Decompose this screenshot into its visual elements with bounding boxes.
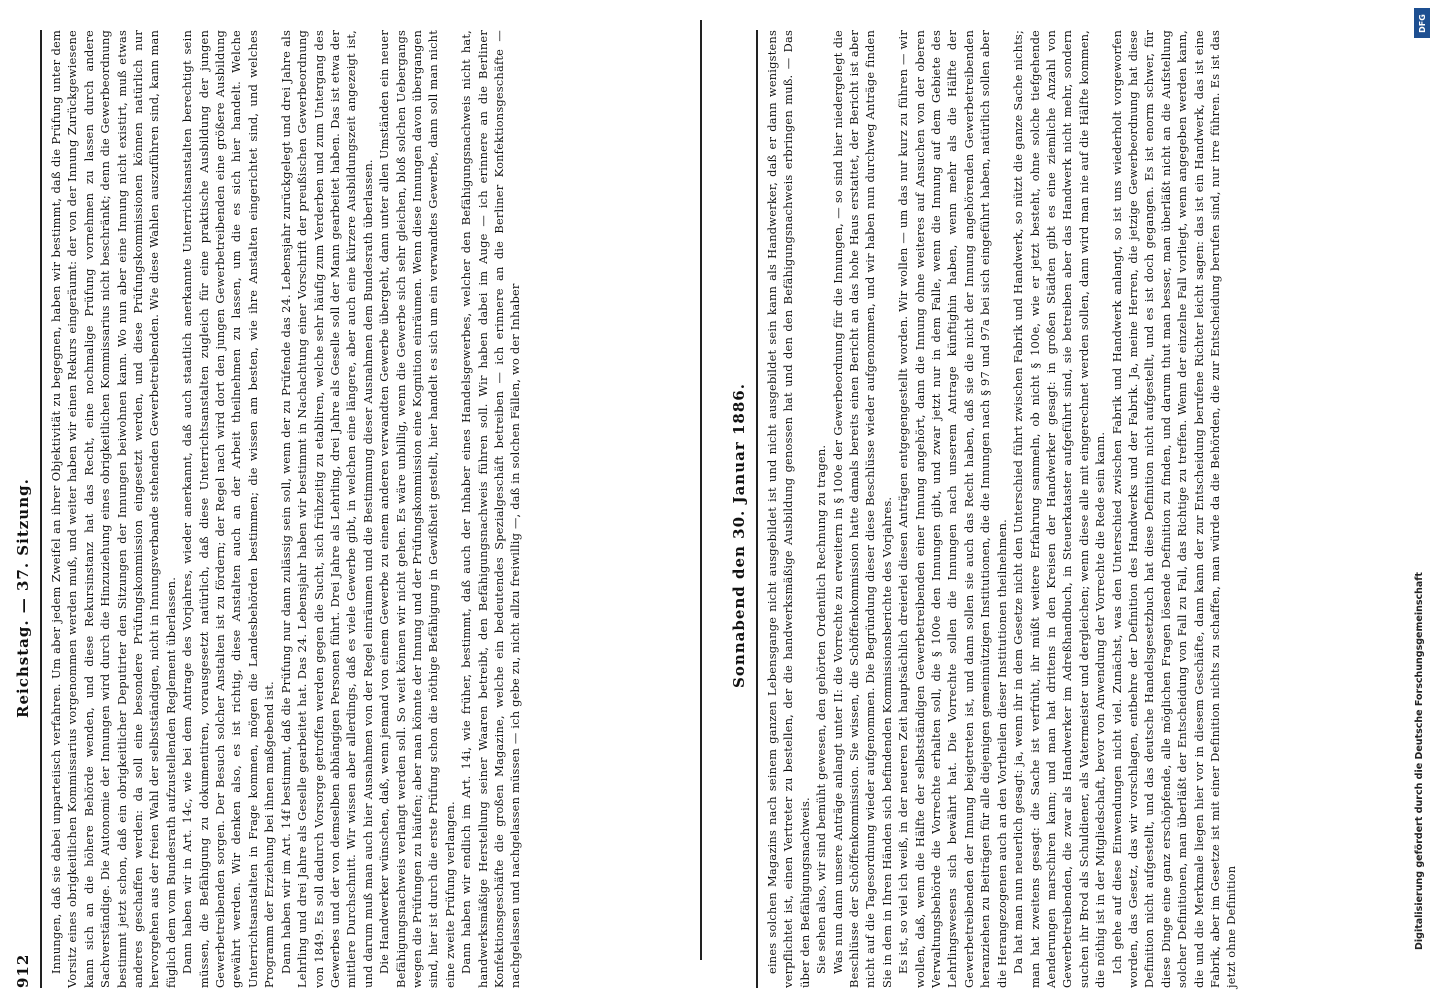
paragraph: Dann haben wir endlich im Art. 14i, wie früher, bestimmt, daß auch der Inhaber eines Handelsgewerbes, welcher den Befähigungsnachweis nicht hat, handwerksmäßige Herstellung seiner Waaren betreibt, den Befähigungsnachweis führen soll. Wir haben dabei im Auge — ich erinnere an die Berliner Konfektionsgeschäfte die großen Magazine, welche ein bedeutendes Spezialgeschäft betreiben — ich erinnere an die Berliner Konfektionsgeschäfte — nachgelassen und nachgelassen müssen — ich gebe zu, nicht allzu freiwillig —, daß in solchen Fällen, wo der Inhaber: [459, 30, 523, 988]
dfg-logo-icon: [1414, 8, 1430, 38]
paragraph: Dann haben wir in Art. 14c, wie bei dem Antrage des Vorjahres, wieder anerkannt, daß auch staatlich anerkannte Unterrichtsanstalten berechtigt sein müssen, die Befähigung zu dokumentiren, vorausgesetzt natürlich, daß diese Unterrichtsanstalten zugleich für eine praktische Ausbildung der jungen Gewerbetreibenden sorgen. Der Besuch solcher Anstalten ist zu fördern; der Regel nach wird dort den jungen Gewerbetreibenden eine größere Ausbildung gewährt werden. Wir denken also, es ist richtig, diese Anstalten auch an der Arbeit theilnehmen zu lassen, um die es sich hier handelt. Welche Unterrichtsanstalten in Frage kommen, mögen die Landesbehörden bestimmen; die wissen am besten, wie ihre Anstalten eingerichtet sind, und welches Programm der Erziehung bei ihnen maßgebend ist.: [180, 30, 277, 988]
paragraph: Innungen, daß sie dabei unparteiisch verfahren. Um aber jedem Zweifel an ihrer Objektivität zu begegnen, haben wir bestimmt, daß die Prüfung unter dem Vorsitz eines obrigkeitlichen Kommissarius vorgenommen werden muß, und weiter haben wir einen Rekurs eingeräumt: der von der Innung Zurückgewiesene kann sich an die höhere Behörde wenden, und diese Rekursinstanz hat das Recht, eine nochmalige Prüfung vornehmen zu lassen durch andere Sachverständige. Die Autonomie der Innungen wird durch die Hinzuziehung eines obrigkeitlichen Kommissarius nicht beschränkt; denn die Gewerbeordnung bestimmt jetzt schon, daß ein obrigkeitlicher Deputirter den Sitzungen der Innungen beiwohnen kann. Wo nun aber eine Innung nicht existirt, muß etwas anderes geschaffen werden: da soll eine besondere Prüfungskommission eingesetzt werden, und diese Prüfungskommissionen können natürlich nur hervorgehen aus der freien Wahl der selbstständigen, nicht in Innungsverbande stehenden Gewerbetreibenden. Wie diese Wahlen auszuführen sind, kann man füglich dem vom Bundesrath aufzustellenden Reglement überlassen.: [49, 30, 178, 988]
paragraph: Da hat man nun neuerlich gesagt: ja, wenn ihr in dem Gesetze nicht den Unterschied führt zwischen Fabrik und Handwerk, so nützt die ganze Sache nichts; man hat zweitens gesagt: die Sache ist verfrüht, ihr müßt weitere Erfahrung sammeln, ob nicht § 100e, wie er jetzt besteht, ohne solche tiefgehende Aenderungen marschiren kann; und man hat drittens in den Kreisen der Handwerker gesagt: in großen Städten gibt es eine ziemliche Anzahl von Gewerbetreibenden, die zwar als Handwerker im Adreßhandbuch, in Steuerkataster aufgeführt sind, sie betreiben aber das Handwerk nicht mehr, sondern suchen ihr Brod als Schuldiener, als Vatermeister und dergleichen; wenn diese alle mit eingerechnet werden sollen, dann wird man nie auf die Hälfte kommen, die nöthig ist in der Mitgliedschaft, bevor von Anwendung der Vorrechte die Rede sein kann.: [1011, 30, 1108, 988]
dfg-credit: Digitalisierung gefördert durch die Deutsche Forschungsgemeinschaft: [1414, 572, 1425, 950]
left-column: [48, 30, 524, 988]
paragraph: Sie sehen also, wir sind bemüht gewesen, den gehörten Ordentlich Rechnung zu tragen.: [814, 444, 829, 974]
paragraph: Es ist, so viel ich weiß, in der neueren Zeit hauptsächlich dreierlei diesen Anträgen entgegengestellt worden. Wir wollen — um das nur kurz zu führen — wir wollen, daß, wenn die Hälfte der selbstständigen Gewerbetreibenden einer Innung angehört, dann die Innung ohne weiteres auf Ansuchen von der oberen Verwaltungsbehörde die Vorrechte erhalten soll, die § 100e den Innungen gibt, und zwar jetzt nur in dem Falle, wenn die Innung auf dem Gebiete des Lehrlingswesens sich bewährt hat. Die Vorrechte sollen die Innungen nach unserem Antrage künftighin haben, wenn mehr als die Hälfte der Gewerbetreibenden der Innung beigetreten ist, und dann sollen sie auch das Recht haben, daß sie die nicht der Innung angehörenden Gewerbetreibenden heranziehen zu Beiträgen für alle diejenigen gemeinnützigen Institutionen, die die Innungen nach § 97 und 97a bei sich eingeführt haben, natürlich sollen aber die Herangezogenen auch an den Vortheilen dieser Institutionen theilnehmen.: [896, 30, 1009, 988]
paragraph: Die Handwerker wünschen, daß, wenn jemand von einem Gewerbe zu einem anderen verwandten Gewerbe übergeht, dann unter allen Umständen ein neuer Befähigungsnachweis verlangt werden soll. So weit können wir nicht gehen. Es wäre unbillig, wenn die Gewerbe sich sehr gleichen, bloß solchen Uebergangs wegen die Prüfungen zu häufen; aber man könnte der Innung und der Prüfungskommission eine Kognition einräumen. Wenn diese Innungen davon übergangen sind, hier ist durch die erste Prüfung schon die nöthige Befähigung in Gewißheit gestellt, hier handelt es sich um ein verwandtes Gewerbe, dann soll man nicht eine zweite Prüfung verlangen.: [377, 30, 457, 988]
paragraph: Was nun dann unsere Anträge anlangt unter II: die Vorrechte zu erweitern in § 100e der Gewerbeordnung für die Innungen, — so sind hier niedergelegt die Beschlüsse der Schöffenkommission. Sie wissen, die Schöffenkommission hatte damals bereits einen Bericht an das hohe Haus erstattet, der Bericht ist aber nicht auf die Tagesordnung wieder aufgenommen. Die Begründung dieser diese Beschlüsse wieder aufgenommen, und wir haben nun durchweg Anträge finden Sie in dem in Ihren Händen sich befindenden Kommissionsberichte des Vorjahres.: [830, 30, 894, 988]
right-half: [730, 28, 1239, 988]
header-rule-left: [40, 30, 42, 988]
running-header-right: Sonnabend den 30. Januar 1886.: [730, 383, 748, 688]
right-column: [764, 30, 1240, 988]
paragraph: eines solchen Magazins nach seinem ganzen Lebensgange nicht ausgebildet ist und nicht ausgebildet sein kann als Handwerker, daß er dann wenigstens verpflichtet ist, einen Vertreter zu bestellen, der die handwerksmäßige Ausbildung genossen hat und den den Befähigungsnachweis erbringen muß. — Das über den Befähigungsnachweis.: [765, 30, 812, 988]
paragraph: Dann haben wir im Art. 14f bestimmt, daß die Prüfung nur dann zulässig sein soll, wenn der zu Prüfende das 24. Lebensjahr zurückgelegt und drei Jahre als Lehrling und drei Jahre als Geselle gearbeitet hat. Das 24. Lebensjahr haben wir bestimmt in Nachachtung einer Vorschrift der preußischen Gewerbeordnung von 1849. Es soll dadurch Vorsorge getroffen werden gegen die Sucht, sich frühzeitig zu etabliren, welche sehr häufig zum Verderben und zum Untergang des Gewerbes und der von demselben abhängigen Personen führt. Drei Jahre als Lehrling, drei Jahre als Geselle soll der Mann gearbeitet haben. Das ist etwa der mittlere Durchschnitt. Wir wissen aber allerdings, daß es viele Gewerbe gibt, in welchen eine längere, aber auch eine kürzere Ausbildungszeit angezeigt ist, und darum muß man auch hier Ausnahmen von der Regel einräumen und die Bestimmung dieser Ausnahmen dem Bundesrath überlassen.: [278, 30, 375, 988]
header-rule-right: [756, 30, 758, 988]
column-divider: [700, 20, 702, 960]
page-number: 912: [14, 953, 32, 988]
left-half: [14, 28, 523, 988]
paragraph: Ich gehe auf diese Einwendungen nicht viel. Zunächst, was den Unterschied zwischen Fabrik und Handwerk anlangt, so ist uns wiederholt vorgeworfen worden, das Gesetz, das wir vorschlagen, entbehre der Definition des Handwerks und der Fabrik. Ja, meine Herren, die jetzige Gewerbeordnung hat diese Definition nicht aufgestellt, und das deutsche Handelsgesetzbuch hat diese Definition nicht aufgestellt, und es ist doch gegangen. Es ist enorm schwer, für diese Dinge eine ganz erschöpfende, alle möglichen Fragen lösende Definition zu finden, und darum thut man besser, man überläßt nicht an die Aufstellung solcher Definitionen, man überläßt der Entscheidung von Fall zu Fall, das Richtige zu treffen. Wenn der einzelne Fall vorliegt, wenn angegeben werden kann, die und die Merkmale liegen hier vor in diesem Geschäfte, dann kann der zur Entscheidung berufene Richter leicht sagen: das ist ein Handwerk, das ist eine Fabrik, aber im Gesetze ist mit einer Definition nichts zu schaffen, man würde da die Behörden, die zur Entscheidung berufen sind, nur irre führen. Es ist das jetzt ohne Definition: [1109, 30, 1239, 988]
dfg-badge-label: DFG: [1417, 13, 1427, 33]
running-header-left: Reichstag. — 37. Sitzung.: [14, 478, 32, 718]
